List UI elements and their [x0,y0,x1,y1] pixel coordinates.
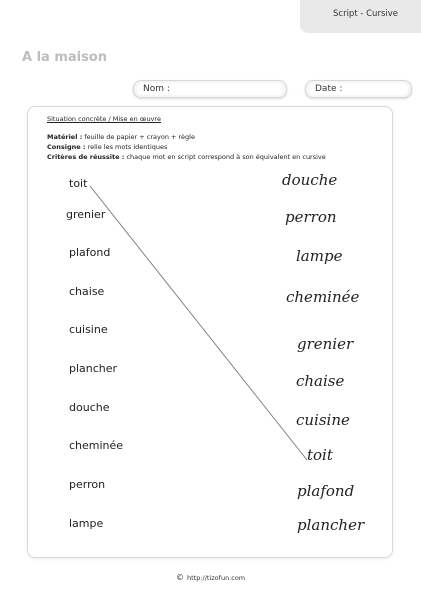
name-field-label: Nom : [137,83,283,95]
consigne-label: Consigne : [47,143,86,151]
left-word-toit[interactable]: toit [69,177,88,190]
left-word-grenier[interactable]: grenier [66,208,106,221]
right-word-plancher[interactable]: plancher [297,516,365,534]
connection-line-toit [90,186,307,460]
criteres-label: Critères de réussite : [47,153,125,161]
left-word-chaise[interactable]: chaise [69,285,105,298]
copyright-icon: © [176,573,184,582]
right-word-douche[interactable]: douche [282,171,338,189]
right-word-cuisine[interactable]: cuisine [296,411,350,429]
consigne-text: relie les mots identiques [87,143,168,151]
left-word-cheminee[interactable]: cheminée [69,439,124,452]
footer-url[interactable]: http://tizofun.com [187,574,246,582]
right-word-plafond[interactable]: plafond [297,482,355,500]
right-word-cheminee[interactable]: cheminée [286,288,360,306]
left-word-perron[interactable]: perron [69,478,106,491]
left-word-plafond[interactable]: plafond [69,246,111,259]
materiel-text: feuille de papier + crayon + règle [84,133,195,141]
left-word-cuisine[interactable]: cuisine [69,323,108,336]
materiel-label: Matériel : [47,133,83,141]
right-word-toit[interactable]: toit [307,446,333,464]
footer [176,573,245,582]
criteres-text: chaque mot en script correspond à son équivalent en cursive [126,153,326,161]
date-field-label: Date : [309,83,408,95]
header-tab-label: Script - Cursive [333,9,398,19]
left-word-douche[interactable]: douche [69,401,110,414]
left-word-lampe[interactable]: lampe [69,517,104,530]
right-word-grenier[interactable]: grenier [297,335,354,353]
situation-heading: Situation concrète / Mise en œuvre [47,115,161,123]
right-word-lampe[interactable]: lampe [296,247,343,265]
right-word-perron[interactable]: perron [285,208,337,226]
left-word-plancher[interactable]: plancher [69,362,118,375]
right-word-chaise[interactable]: chaise [296,372,345,390]
page-title: A la maison [22,50,108,65]
